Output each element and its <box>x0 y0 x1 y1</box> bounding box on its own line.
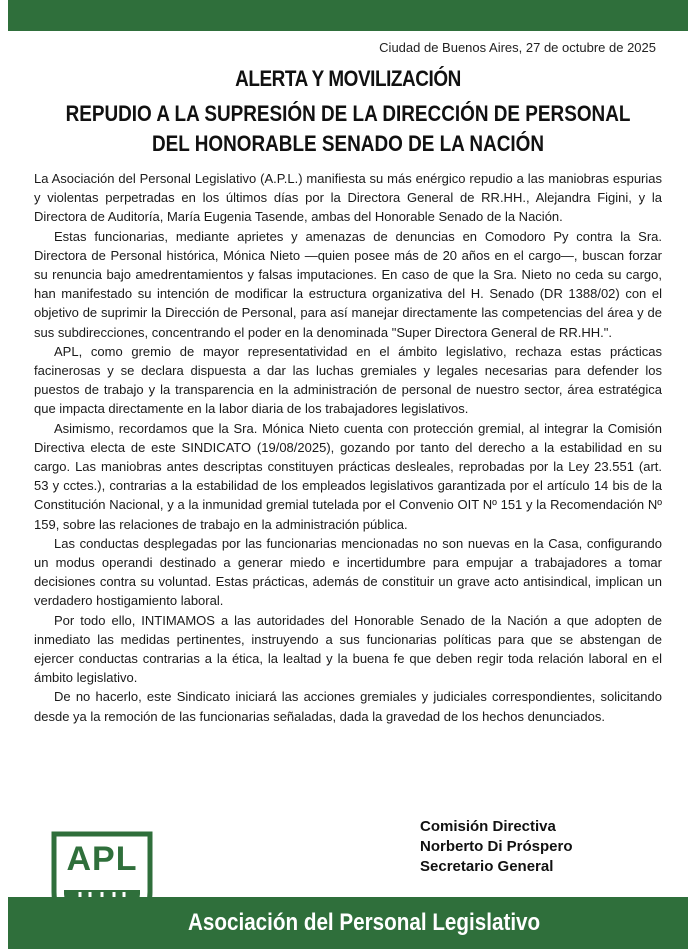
paragraph-1: La Asociación del Personal Legislativo (A.P.L.) manifiesta su más enérgico repudio a las maniobras espurias y violentas perpetradas en los últimos días por la Directora General de RR.HH., Alejandra Figini, y la Directora de Auditoría, María Eugenia Tasende, ambas del Honorable Senado de la Nación. <box>34 171 662 225</box>
document-subtitle <box>49 99 648 159</box>
document-date: Ciudad de Buenos Aires, 27 de octubre de 2025 <box>379 40 656 55</box>
paragraph-2: Estas funcionarias, mediante aprietes y amenazas de denuncias en Comodoro Py contra la Sra. Directora de Personal histórica, Mónica Nieto —quien posee más de 20 años en el cargo—, buscan forzar su renuncia bajo amedrentamientos y falsas imputaciones. En caso de que la Sra. Nieto no ceda su cargo, han manifestado su intención de modificar la estructura organizativa del H. Senado (DR 1388/02) con el objetivo de suprimir la Dirección de Personal, para así manejar directamente las competencias del área y de sus subdirecciones, concentrando el poder en la denominada "Super Directora General de RR.HH.". <box>34 228 662 340</box>
footer-organization-name: Asociación del Personal Legislativo <box>188 909 541 936</box>
logo-text: APL <box>66 840 138 878</box>
footer-bar <box>8 897 688 949</box>
paragraph-3: APL, como gremio de mayor representatividad en el ámbito legislativo, rechaza estas prácticas facinerosas y se declara dispuesta a dar las luchas gremiales y legales necesarias para defender los puestos de trabajo y la transparencia en la administración de personal de nuestro sector, área estratégica que impacta directamente en la labor diaria de los trabajadores legislativos. <box>34 343 662 417</box>
statement-body <box>34 169 662 726</box>
signature-block <box>420 817 573 877</box>
subtitle-line-2: DEL HONORABLE SENADO DE LA NACIÓN <box>151 131 545 156</box>
paragraph-5: Las conductas desplegadas por las funcionarias mencionadas no son nuevas en la Casa, configurando un modus operandi destinado a generar miedo e incertidumbre para empujar a trabajadores a tomar decisiones contra su voluntad. Estas prácticas, además de constituir un grave acto antisindical, implican un verdadero hostigamiento laboral. <box>34 535 662 609</box>
signature-line-3: Secretario General <box>420 858 554 875</box>
signature-line-1: Comisión Directiva <box>420 818 556 835</box>
signature-line-2: Norberto Di Próspero <box>420 838 573 855</box>
document-title: ALERTA Y MOVILIZACIÓN <box>235 66 461 91</box>
subtitle-line-1: REPUDIO A LA SUPRESIÓN DE LA DIRECCIÓN DE PERSONAL <box>65 101 631 126</box>
paragraph-6: Por todo ello, INTIMAMOS a las autoridades del Honorable Senado de la Nación a que adopten de inmediato las medidas pertinentes, instruyendo a sus funcionarias políticas para que se abstengan de ejercer conductas contrarias a la ética, la lealtad y la buena fe que deben regir toda relación laboral en el ámbito legislativo. <box>34 612 662 686</box>
paragraph-4: Asimismo, recordamos que la Sra. Mónica Nieto cuenta con protección gremial, al integrar la Comisión Directiva electa de este SINDICATO (19/08/2025), gozando por tanto del derecho a la estabilidad en su cargo. Las maniobras antes descriptas constituyen prácticas desleales, reprobadas por la Ley 23.551 (art. 53 y cctes.), contrarias a la estabilidad de los empleados legislativos garantizada por el artículo 14 bis de la Constitución Nacional, y a la inmunidad gremial tutelada por el Convenio OIT Nº 151 y la Recomendación Nº 159, sobre las relaciones de trabajo en la administración pública. <box>34 420 662 532</box>
top-green-bar <box>8 0 688 31</box>
paragraph-7: De no hacerlo, este Sindicato iniciará las acciones gremiales y judiciales correspondientes, solicitando desde ya la remoción de las funcionarias señaladas, dada la gravedad de los hechos denunciados. <box>34 689 662 724</box>
